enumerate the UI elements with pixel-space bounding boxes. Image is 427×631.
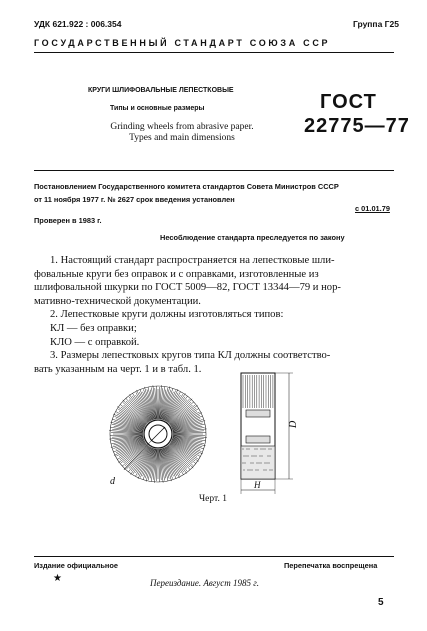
section-abrasive-dot [242, 462, 243, 463]
type-kl: КЛ — без оправки; [50, 322, 137, 334]
section-abrasive-dot [243, 455, 244, 456]
section-abrasive-dot [242, 448, 243, 449]
star-icon: ★ [53, 573, 62, 584]
section-abrasive-dot [266, 462, 267, 463]
header-rule [34, 52, 394, 53]
section-abrasive-dot [271, 469, 272, 470]
official-edition: Издание официальное [34, 561, 119, 570]
paragraph-1-line2: фовальные круги без оправок и с оправками, изготовленные из [34, 268, 319, 280]
figure-caption: Черт. 1 [199, 494, 227, 504]
decree-line2: от 11 ноября 1977 г. № 2627 срок введения установлен [34, 195, 235, 204]
section-abrasive-dot [248, 448, 249, 449]
footer-rule [34, 556, 394, 557]
section-abrasive-dot [261, 455, 262, 456]
group-code: Группа Г25 [353, 19, 399, 29]
page-number: 5 [378, 597, 384, 608]
section-abrasive-dot [262, 448, 263, 449]
label-D: D [288, 420, 299, 428]
body-text [34, 254, 394, 376]
paragraph-1-line4: мативно-технической документации. [34, 295, 201, 307]
section-abrasive-dot [255, 455, 256, 456]
section-abrasive-dot [247, 455, 248, 456]
section-abrasive-dot [270, 448, 271, 449]
section-abrasive-dot [255, 469, 256, 470]
section-abrasive-dot [244, 462, 245, 463]
standard-header: ГОСУДАРСТВЕННЫЙ СТАНДАРТ СОЮЗА ССР [34, 38, 331, 48]
section-abrasive-dot [254, 448, 255, 449]
reissue-note: Переиздание. Август 1985 г. [150, 578, 259, 588]
section-abrasive-dot [265, 469, 266, 470]
verified-note: Проверен в 1983 г. [34, 216, 102, 225]
decree-text [34, 180, 394, 206]
label-H: H [254, 480, 261, 490]
paragraph-1-line3: шлифовальной шкурки по ГОСТ 5009—82, ГОСТ 13344—79 и нор- [34, 282, 341, 294]
title-ru: КРУГИ ШЛИФОВАЛЬНЫЕ ЛЕПЕСТКОВЫЕ [88, 87, 234, 94]
section-abrasive-dot [259, 455, 260, 456]
section-abrasive-dot [260, 448, 261, 449]
section-hub-lower [246, 436, 270, 443]
section-abrasive-dot [252, 462, 253, 463]
section-abrasive-dot [260, 462, 261, 463]
wheel-section-view [226, 370, 306, 500]
title-en-line2: Types and main dimensions [129, 133, 235, 143]
section-abrasive-dot [253, 455, 254, 456]
effective-date: с 01.01.79 [355, 204, 390, 213]
section-abrasive-dot [263, 469, 264, 470]
section-abrasive-dot [269, 469, 270, 470]
section-abrasive-dot [250, 462, 251, 463]
section-abrasive-dot [251, 469, 252, 470]
reprint-banned: Перепечатка воспрещена [284, 561, 378, 570]
section-abrasive-dot [258, 462, 259, 463]
section-abrasive-dot [256, 462, 257, 463]
section-abrasive-dot [256, 448, 257, 449]
section-abrasive-dot [268, 448, 269, 449]
section-abrasive-dot [249, 469, 250, 470]
section-abrasive-dot [268, 462, 269, 463]
section-abrasive-dot [243, 469, 244, 470]
title-rule [34, 170, 394, 171]
gost-label: ГОСТ [320, 91, 377, 113]
gost-number: 22775—77 [304, 115, 410, 137]
section-abrasive-dot [269, 455, 270, 456]
paragraph-1-line1: 1. Настоящий стандарт распространяется на лепестковые шли- [50, 255, 335, 266]
section-abrasive-dot [246, 448, 247, 449]
section-abrasive-dot [267, 455, 268, 456]
subtitle-ru: Типы и основные размеры [110, 105, 205, 112]
law-warning: Несоблюдение стандарта преследуется по закону [160, 233, 345, 242]
paragraph-2: 2. Лепестковые круги должны изготовляться типов: [50, 309, 284, 321]
section-hub-upper [246, 410, 270, 417]
label-d: d [110, 476, 115, 487]
title-en [82, 122, 282, 144]
decree-line1: Постановлением Государственного комитета стандартов Совета Министров СССР [34, 182, 339, 191]
paragraph-3-line1: 3. Размеры лепестковых кругов типа КЛ должны соответство- [50, 350, 331, 362]
udk-code: УДК 621.922 : 006.354 [34, 19, 122, 29]
section-abrasive-base [241, 446, 275, 479]
section-abrasive-dot [251, 455, 252, 456]
title-en-line1: Grinding wheels from abrasive paper. [110, 122, 254, 132]
section-abrasive-dot [257, 469, 258, 470]
type-klo: КЛО — с оправкой. [50, 336, 140, 348]
section-abrasive-dot [247, 469, 248, 470]
section-abrasive-dot [245, 455, 246, 456]
section-abrasive-dot [264, 448, 265, 449]
wheel-front-view [102, 378, 222, 498]
section-abrasive-dot [264, 462, 265, 463]
paragraph-3-line2: вать указанным на черт. 1 и в табл. 1. [34, 363, 202, 375]
